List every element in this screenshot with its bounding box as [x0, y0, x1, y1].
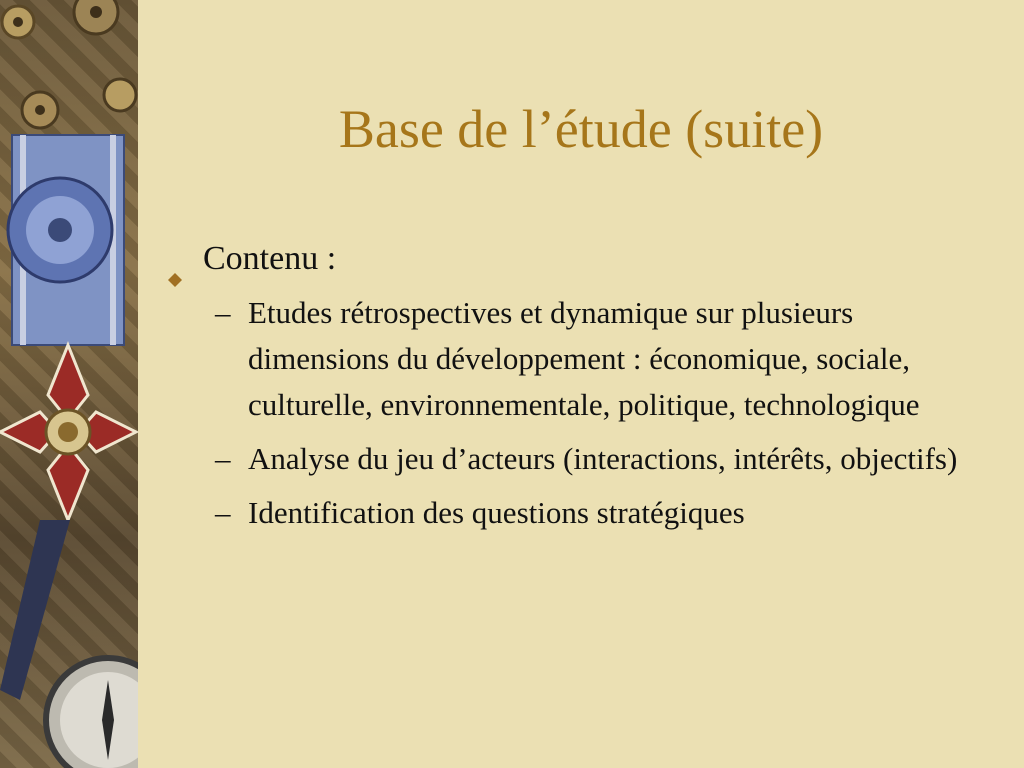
medal-compass-illustration: [0, 0, 138, 768]
sub-bullet-list: [168, 290, 998, 536]
sub-bullet-item: [168, 290, 998, 428]
sub-bullet-text: Identification des questions stratégiques: [248, 495, 745, 530]
dash-marker: –: [215, 295, 231, 330]
sub-bullet-text: Etudes rétrospectives et dynamique sur plusieurs dimensions du développement : économique, sociale, culturelle, environnementale, politique, technologique: [248, 295, 920, 422]
sub-bullet-item: [168, 436, 998, 482]
diamond-bullet-icon: [168, 250, 182, 264]
slide-title: Base de l’étude (suite): [338, 99, 824, 159]
slide-content: [168, 232, 998, 544]
sub-bullet-item: [168, 490, 998, 536]
bullet-item: [168, 232, 998, 286]
dash-marker: –: [215, 441, 231, 476]
dash-marker: –: [215, 495, 231, 530]
bullet-label: Contenu :: [203, 240, 337, 277]
decorative-sidebar-image: [0, 0, 138, 768]
sub-bullet-text: Analyse du jeu d’acteurs (interactions, intérêts, objectifs): [248, 441, 958, 476]
